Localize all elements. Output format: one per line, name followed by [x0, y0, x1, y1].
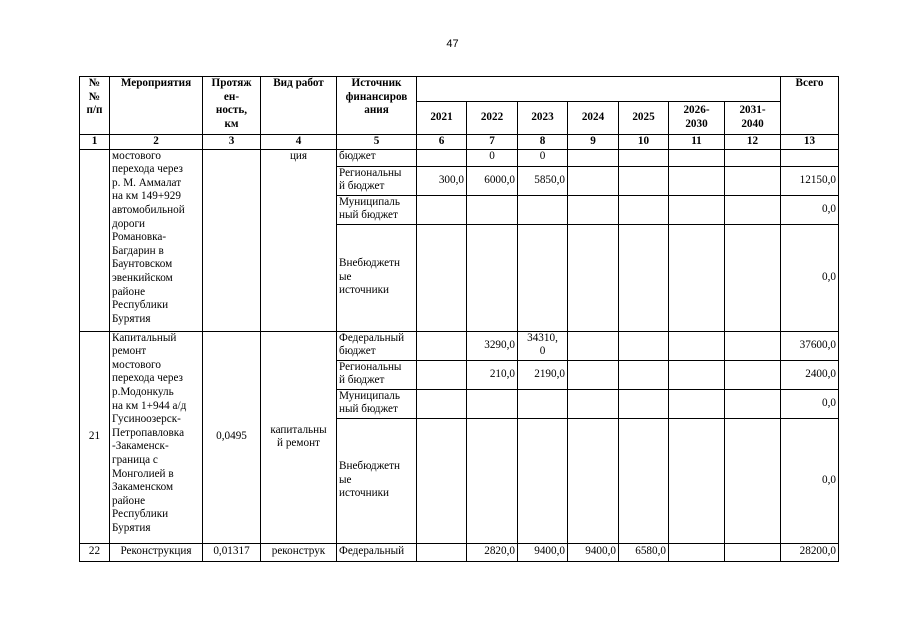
value-cell: 6000,0 — [467, 166, 518, 195]
length-cell — [203, 149, 261, 331]
funding-source: Федеральный бюджет — [337, 331, 417, 360]
value-cell — [725, 389, 781, 418]
header-year: 2025 — [619, 102, 669, 135]
value-cell: 9400,0 — [568, 543, 619, 561]
value-cell — [467, 224, 518, 331]
value-cell: 210,0 — [467, 360, 518, 389]
value-cell — [669, 224, 725, 331]
value-cell — [467, 195, 518, 224]
header-year: 2022 — [467, 102, 518, 135]
value-cell — [619, 418, 669, 543]
column-number: 4 — [261, 135, 337, 150]
value-cell — [619, 149, 669, 166]
value-cell — [568, 360, 619, 389]
work-type: реконструк — [261, 543, 337, 561]
value-cell — [619, 195, 669, 224]
value-cell: 9400,0 — [518, 543, 568, 561]
value-cell — [725, 195, 781, 224]
value-cell — [568, 331, 619, 360]
header-source: Источник финансиров ания — [337, 77, 417, 135]
row-num — [80, 149, 110, 331]
header-year: 2031- 2040 — [725, 102, 781, 135]
work-type: капитальны й ремонт — [261, 331, 337, 543]
value-cell — [417, 543, 467, 561]
value-cell: 5850,0 — [518, 166, 568, 195]
funding-source: Муниципаль ный бюджет — [337, 389, 417, 418]
event-description: мостового перехода через р. М. Аммалат на км 149+929 автомобильной дороги Романовка- Багдарин в Баунтовском эвенкийском районе Республики Бурятия — [110, 149, 203, 331]
value-cell — [669, 166, 725, 195]
value-cell — [725, 166, 781, 195]
column-number: 3 — [203, 135, 261, 150]
value-cell — [619, 360, 669, 389]
table-row — [80, 331, 839, 360]
value-cell — [725, 331, 781, 360]
column-number: 6 — [417, 135, 467, 150]
value-cell — [518, 195, 568, 224]
header-year: 2024 — [568, 102, 619, 135]
value-cell — [417, 224, 467, 331]
total-cell: 0,0 — [781, 418, 839, 543]
value-cell: 3290,0 — [467, 331, 518, 360]
value-cell — [417, 195, 467, 224]
total-cell — [781, 149, 839, 166]
column-number: 10 — [619, 135, 669, 150]
column-number: 8 — [518, 135, 568, 150]
length-cell: 0,0495 — [203, 331, 261, 543]
financing-table — [79, 76, 839, 562]
value-cell — [619, 331, 669, 360]
event-description: Капитальный ремонт мостового перехода через р.Модонкуль на км 1+944 а/д Гусиноозерск- Петропавловка -Закаменск- граница с Монголией в Закаменском районе Республики Бурятия — [110, 331, 203, 543]
value-cell — [725, 418, 781, 543]
column-number: 7 — [467, 135, 518, 150]
funding-source: Муниципаль ный бюджет — [337, 195, 417, 224]
value-cell — [619, 224, 669, 331]
header-year: 2026- 2030 — [669, 102, 725, 135]
header-total-blank — [781, 102, 839, 135]
column-number: 1 — [80, 135, 110, 150]
value-cell: 300,0 — [417, 166, 467, 195]
value-cell — [467, 389, 518, 418]
header-year: 2021 — [417, 102, 467, 135]
funding-source: Внебюджетн ые источники — [337, 224, 417, 331]
value-cell — [417, 418, 467, 543]
total-cell: 12150,0 — [781, 166, 839, 195]
value-cell: 2820,0 — [467, 543, 518, 561]
total-cell: 37600,0 — [781, 331, 839, 360]
column-number: 13 — [781, 135, 839, 150]
value-cell — [417, 360, 467, 389]
value-cell — [725, 543, 781, 561]
value-cell — [518, 224, 568, 331]
column-number: 9 — [568, 135, 619, 150]
value-cell: 0 — [518, 149, 568, 166]
value-cell — [518, 418, 568, 543]
value-cell: 6580,0 — [619, 543, 669, 561]
value-cell — [669, 389, 725, 418]
header-year: 2023 — [518, 102, 568, 135]
table-row — [80, 543, 839, 561]
value-cell — [568, 149, 619, 166]
funding-source: Внебюджетн ые источники — [337, 418, 417, 543]
funding-source: Региональны й бюджет — [337, 360, 417, 389]
value-cell: 0 — [467, 149, 518, 166]
header-events: Мероприятия — [110, 77, 203, 135]
value-cell — [417, 331, 467, 360]
value-cell — [417, 389, 467, 418]
table-row — [80, 149, 839, 166]
funding-source: Федеральный — [337, 543, 417, 561]
value-cell — [568, 195, 619, 224]
value-cell — [518, 389, 568, 418]
value-cell — [568, 166, 619, 195]
event-description: Реконструкция — [110, 543, 203, 561]
column-number: 11 — [669, 135, 725, 150]
total-cell: 0,0 — [781, 195, 839, 224]
total-cell: 28200,0 — [781, 543, 839, 561]
header-num: № № п/п — [80, 77, 110, 135]
funding-source: Региональны й бюджет — [337, 166, 417, 195]
row-num: 22 — [80, 543, 110, 561]
row-num: 21 — [80, 331, 110, 543]
column-number: 12 — [725, 135, 781, 150]
value-cell — [669, 149, 725, 166]
total-cell: 0,0 — [781, 224, 839, 331]
value-cell — [725, 360, 781, 389]
value-cell — [669, 543, 725, 561]
column-number: 2 — [110, 135, 203, 150]
value-cell — [669, 360, 725, 389]
value-cell — [568, 418, 619, 543]
column-number: 5 — [337, 135, 417, 150]
work-type: ция — [261, 149, 337, 331]
value-cell — [669, 195, 725, 224]
value-cell: 2190,0 — [518, 360, 568, 389]
value-cell — [669, 331, 725, 360]
value-cell — [568, 224, 619, 331]
header-years-group — [417, 77, 781, 102]
value-cell — [467, 418, 518, 543]
header-length: Протяж ен- ность, км — [203, 77, 261, 135]
value-cell — [568, 389, 619, 418]
value-cell — [669, 418, 725, 543]
value-cell — [725, 224, 781, 331]
value-cell — [417, 149, 467, 166]
total-cell: 2400,0 — [781, 360, 839, 389]
header-work-type: Вид работ — [261, 77, 337, 135]
value-cell: 34310, 0 — [518, 331, 568, 360]
page-number: 47 — [446, 38, 459, 50]
value-cell — [725, 149, 781, 166]
header-total: Всего — [781, 77, 839, 102]
total-cell: 0,0 — [781, 389, 839, 418]
value-cell — [619, 389, 669, 418]
funding-source: бюджет — [337, 149, 417, 166]
value-cell — [619, 166, 669, 195]
length-cell: 0,01317 — [203, 543, 261, 561]
